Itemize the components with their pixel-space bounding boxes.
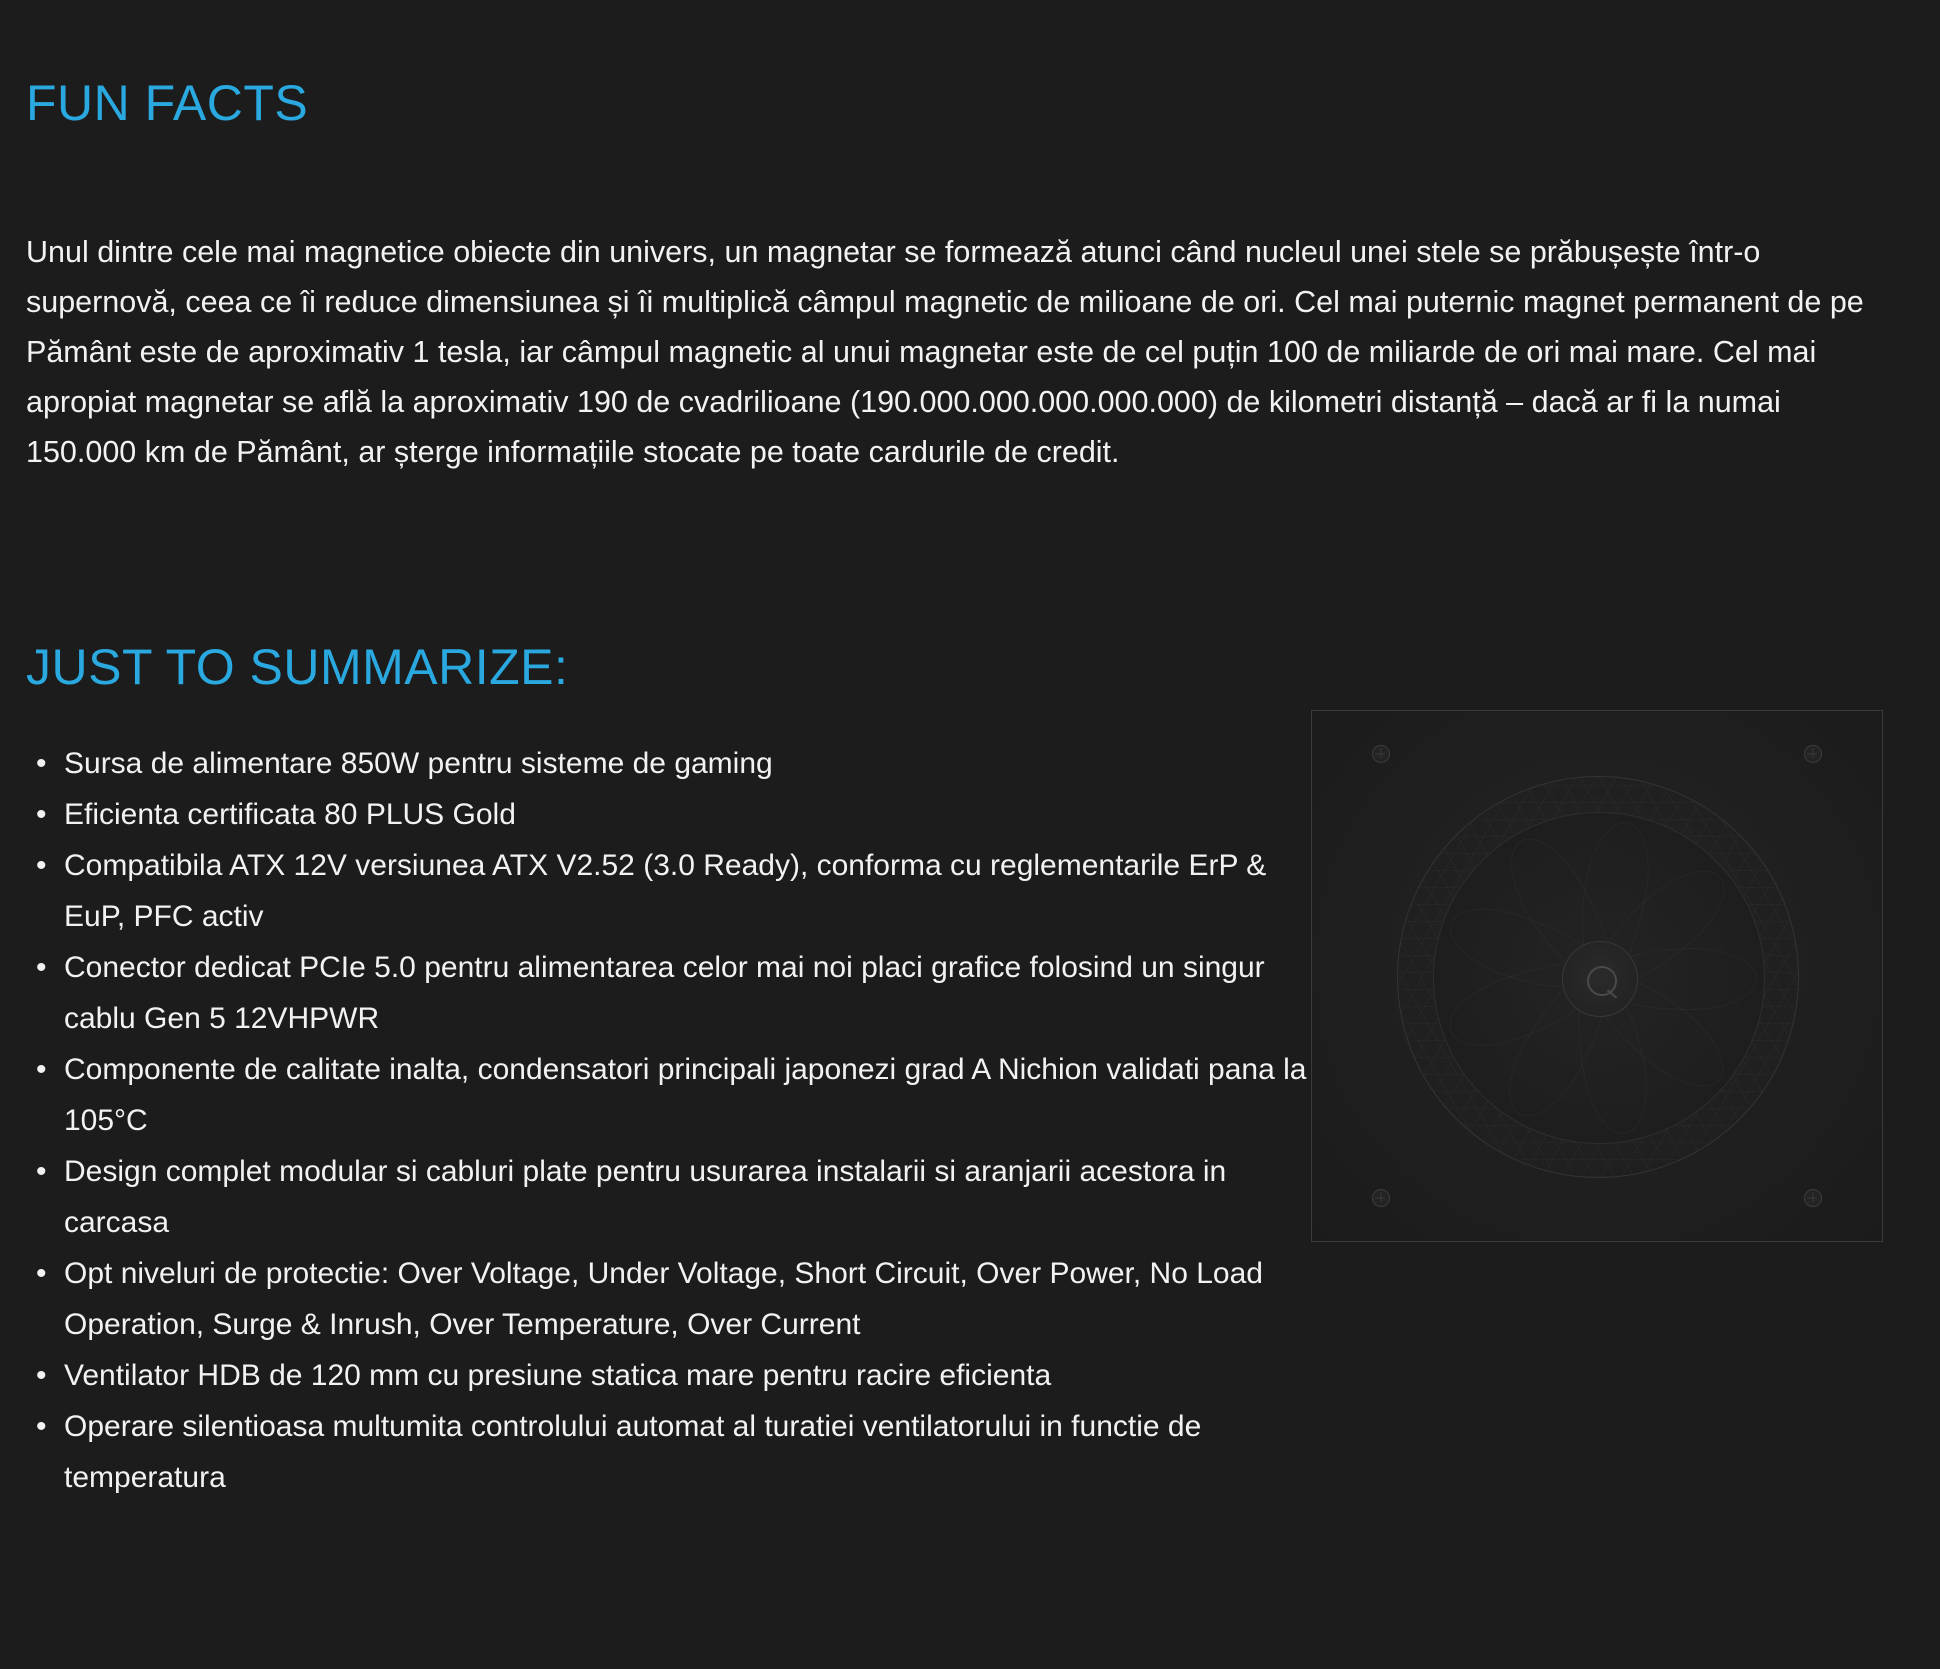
screw-icon [1804,745,1822,763]
screw-icon [1372,1189,1390,1207]
fan-hub [1562,941,1638,1017]
list-item: • Eficienta certificata 80 PLUS Gold [26,789,1326,840]
fun-facts-paragraph: Unul dintre cele mai magnetice obiecte din univers, un magnetar se formează atunci când nucleul unei stele se prăbușește într-o supernovă, ceea ce îi reduce dimensiunea și îi multiplică câmpul magnetic de milioane de ori. Cel mai puternic magnet permanent de pe Pământ este de aproximativ 1 tesla, iar câmpul magnetic al unui magnetar este de cel puțin 100 de miliarde de ori mai mare. Cel mai apropiat magnetar se află la aproximativ 190 de cvadrilioane (190.000.000.000.000.000) de kilometri distanță – dacă ar fi la numai 150.000 km de Pământ, ar șterge informațiile stocate pe toate cardurile de credit. [26,234,1864,469]
list-item: • Compatibila ATX 12V versiunea ATX V2.52 (3.0 Ready), conforma cu reglementarile ErP & EuP, PFC activ [26,840,1326,942]
summary-heading: JUST TO SUMMARIZE: [26,639,569,695]
list-item: • Ventilator HDB de 120 mm cu presiune statica mare pentru racire eficienta [26,1350,1326,1401]
screw-icon [1804,1189,1822,1207]
psu-chassis [1312,711,1882,1241]
fan-blades [1433,812,1765,1144]
list-item: • Conector dedicat PCIe 5.0 pentru alimentarea celor mai noi placi grafice folosind un singur cablu Gen 5 12VHPWR [26,942,1326,1044]
psu-product-image [1311,710,1883,1242]
list-item: • Design complet modular si cabluri plate pentru usurarea instalarii si aranjarii acestora in carcasa [26,1146,1326,1248]
summary-bullet-list [26,738,1326,1503]
screw-icon [1372,745,1390,763]
brand-logo-icon [1587,966,1617,996]
list-item: • Operare silentioasa multumita controlului automat al turatiei ventilatorului in functie de temperatura [26,1401,1326,1503]
list-item: • Componente de calitate inalta, condensatori principali japonezi grad A Nichion validati pana la 105°C [26,1044,1326,1146]
list-item: • Opt niveluri de protectie: Over Voltage, Under Voltage, Short Circuit, Over Power, No Load Operation, Surge & Inrush, Over Temperature, Over Current [26,1248,1326,1350]
fun-facts-heading: FUN FACTS [26,75,309,131]
fan-grille-icon [1397,776,1799,1178]
list-item: • Sursa de alimentare 850W pentru sisteme de gaming [26,738,1326,789]
